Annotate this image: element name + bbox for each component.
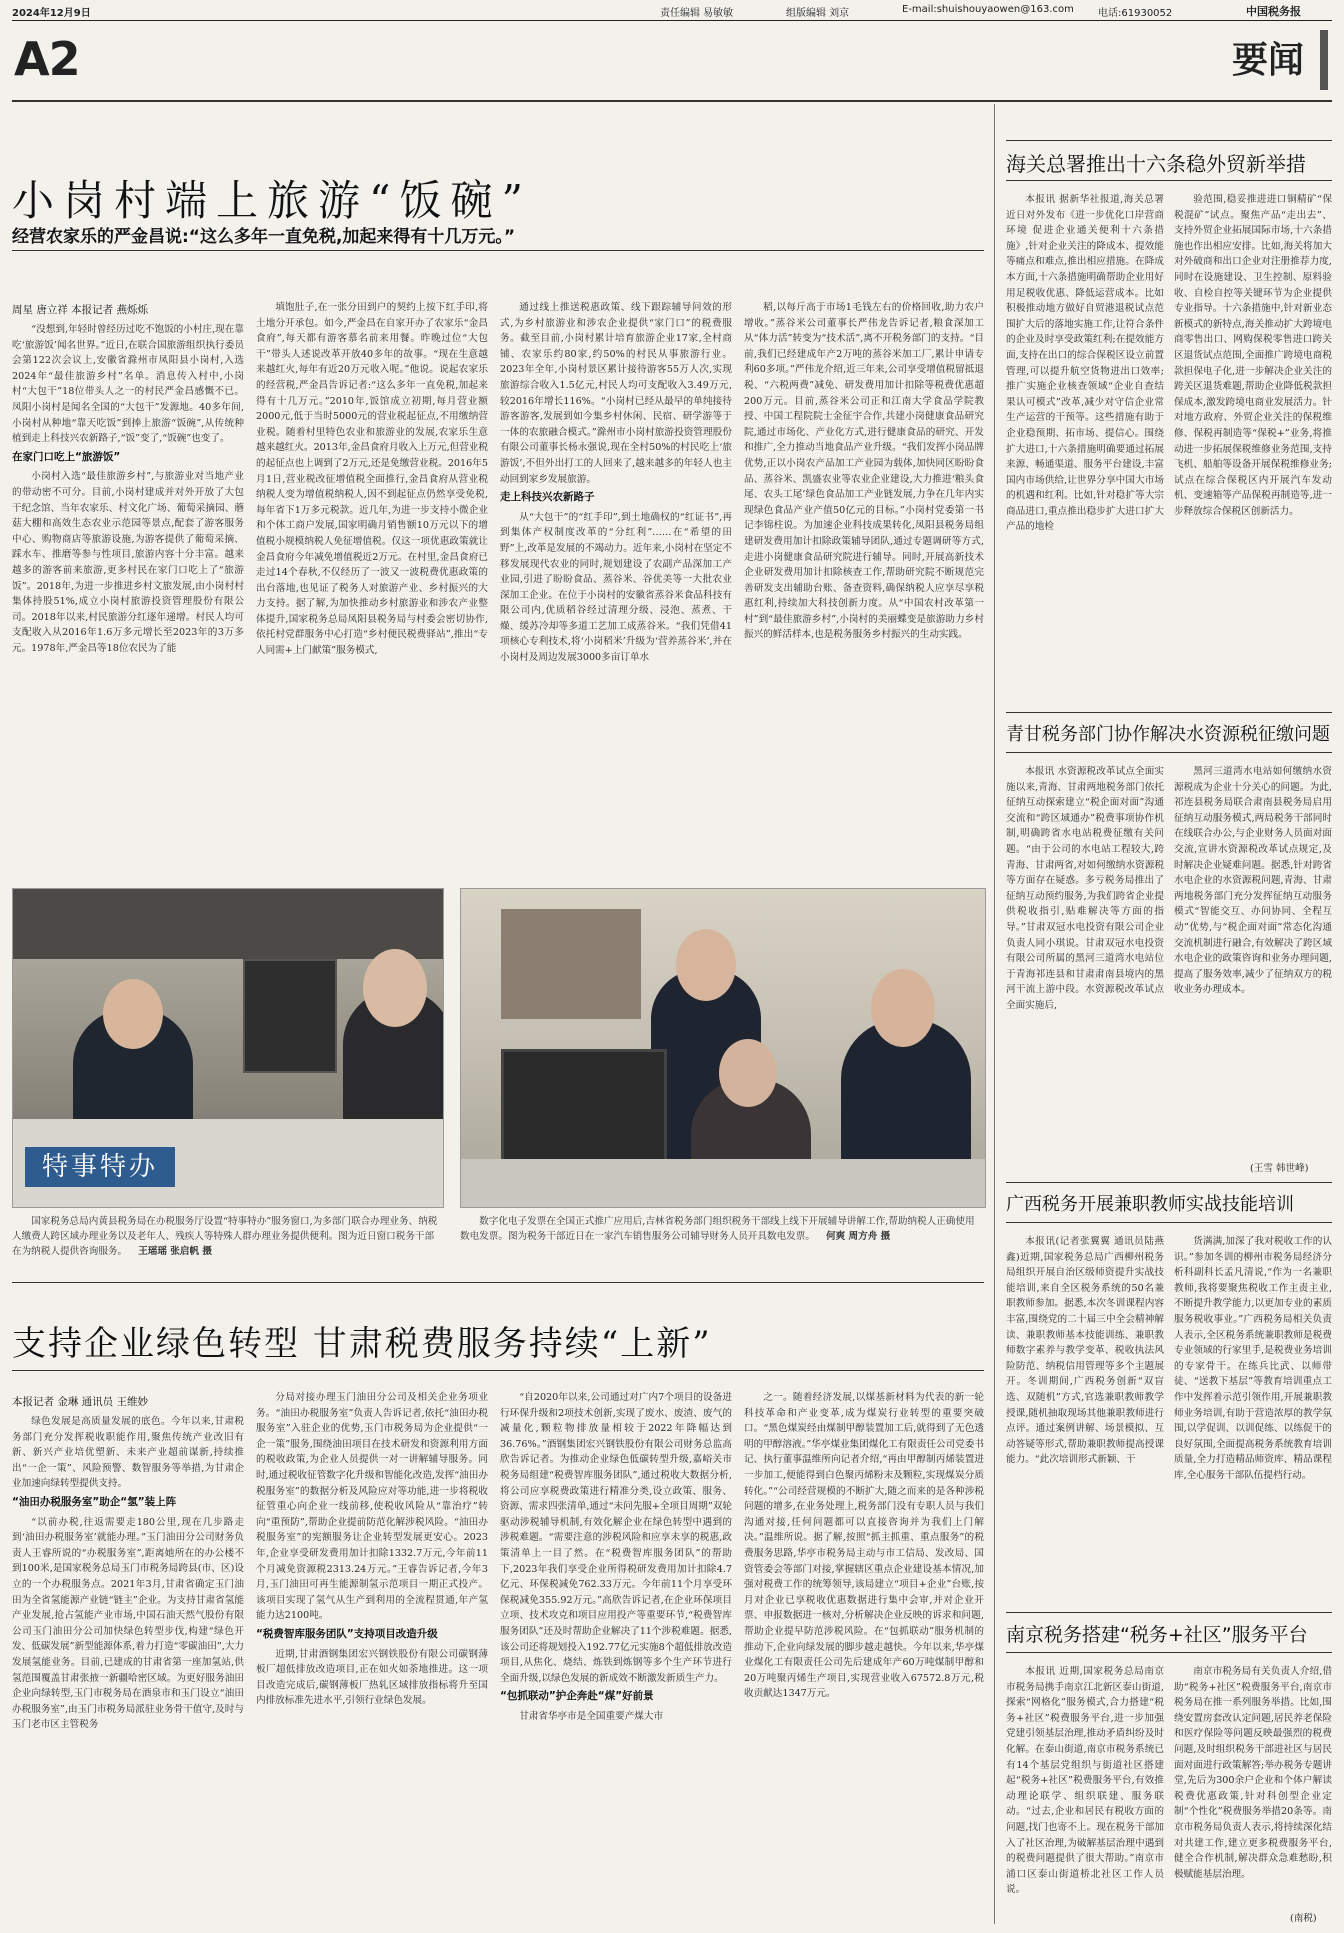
right-article-1-col-1 xyxy=(1006,192,1164,702)
photo-right-officer-1-head xyxy=(676,929,736,1001)
lead-col-1-text-b: 小岗村入选“最佳旅游乡村”,与旅游业对当地产业的带动密不可分。目前,小岗村建成并对外开放了大包干纪念馆、当年农家乐、村文化广场、葡萄采摘园、蘑菇大棚和高效生态农业示范园等景点,配套了游客服务中心、购物商店等旅游设施,为游客提供了葡萄采摘、踩水车、推磨等参与性项目,旅游内容十分丰富。越来越多的游客前来旅游,更多村民在家门口吃上了“旅游饭”。2018年,为进一步推进乡村文旅发展,由小岗村村集体持股51%,成立小岗村旅游投资管理股份有限公司。2018年以来,村民旅游分红逐年递增。村民人均可支配收入从2016年1.6万多元增长至2023年的3万多元。1978年,严金昌等18位农民为了能 xyxy=(12,471,244,654)
right-article-1-right: 验范围,稳妥推进进口铜精矿“保税混矿”试点。聚焦产品“走出去”、支持外贸企业拓展国际市场,十六条措施也作出相应安排。比如,海关将加大对外破商和出口企业对注册推荐力度,同时在设施建设、卫生控制、原料验收、自检自控等关键环节为企业提供专业指导。十六条措施中,针对新业态新模式的新特点,海关推动扩大跨境电商零售出口、网购保税零售进口跨关区退货试点范围,全面推广跨境电商税款担保电子化,进一步解决企业关注的跨关区退货难题,帮助企业降低税款担保成本,激发跨境电商业发展活力。针对地方政府、外贸企业关注的保税维修、保税再制造等“保税+”业务,将推动进一步拓展保税维修业务范围,支持飞机、船舶等设备开展保税维修业务;试点在综合保税区内开展汽车发动机、变速箱等产品保税再制造等,进一步释放综合保税区创新活力。 xyxy=(1174,194,1332,517)
second-col-4-text: 之一。随着经济发展,以煤基新材料为代表的新一轮科技革命和产业变革,成为煤炭行业转型的重要突破口。“黑色煤炭经由煤制甲醇装置加工后,就得到了无色透明的甲醇溶液。”华亭煤业集团煤化工有限责任公司党委书记、执行董事温维所向记者介绍,“再由甲醇制丙烯装置进一步加工,便能得到白色聚丙烯粉末及颗粒,实现煤炭分质转化。”“公司经营规模的不断扩大,随之而来的是各种涉税问题的增多,在业务处理上,税务部门没有专职人员与我们沟通对接,任何问题都可以直接咨询并为我们上门解决。”温维所说。据了解,按照“抓主抓重、重点服务”的税费服务思路,华亭市税务局主动与市工信局、发改局、国资管委会等部门对接,掌握辖区重点企业建设基本情况,加强对税费工作的统筹领导,该局建立“项目+企业”台账,按月对企业已享税收优惠数据进行集中会审,并对企业开票、申报数据进一核对,分析解决企业反映的诉求和问题,帮助企业提早防范涉税风险。在“包抓联动”服务机制的推动下,企业向绿发展的脚步越走越快。今年以来,华亭煤业煤化工有限责任公司先后建成年产60万吨煤制甲醇和20万吨聚丙烯生产项目,实现营业收入67572.8万元,税收贡献达1347万元。 xyxy=(744,1392,984,1700)
right-article-1-title: 海关总署推出十六条稳外贸新举措 xyxy=(1006,152,1306,176)
photo-left-caption xyxy=(12,1214,442,1276)
lead-col-3-subhead: 走上科技兴农新路子 xyxy=(500,491,595,504)
photo-right-caption-text: 数字化电子发票在全国正式推广应用后,吉林省税务部门组织税务干部线上线下开展辅导讲解工作,帮助纳税人正确使用数电发票。图为税务干部近日在一家汽车销售服务公司辅导财务人员开具数电发票。 xyxy=(460,1216,975,1242)
second-rule xyxy=(12,1370,984,1371)
right-article-4-credit: (南税) xyxy=(1290,1913,1317,1924)
header-layout-editor: 组版编辑 刘京 xyxy=(786,8,850,19)
right-article-3-title: 广西税务开展兼职教师实战技能培训 xyxy=(1006,1194,1294,1215)
right-article-3-right: 货满满,加深了我对税收工作的认识。”参加冬训的柳州市税务局经济分析科副科长孟凡清说,“作为一名兼职教师,我将要聚焦税收工作主责主业,不断提升教学能力,以更加专业的素质服务税收事业。”广西税务局相关负责人表示,全区税务系统兼职教师是税费专业领域的行家里手,是税费业务培训的专家骨干。在练兵比武、以师带徒、“送教下基层”等教育培训重点工作中发挥着示范引领作用,开展兼职教师业务培训,有助于营造浓厚的教学氛围,以学促训、以训促练、以练促干的良好氛围,全面提高税务系统教育培训质量,全力打造精品师资库、精品课程库,全心服务干部队伍提档行动。 xyxy=(1174,1236,1332,1481)
photo-right-officer-2-head xyxy=(871,969,935,1047)
photo-right-staff-head xyxy=(719,1039,777,1107)
right-article-2-credit: (王雪 韩世峰) xyxy=(1250,1163,1309,1174)
right-article-1-bottom-rule xyxy=(1006,180,1332,181)
lead-col-1-text: “没想到,年轻时曾经历过吃不饱饭的小村庄,现在靠吃‘旅游饭’闻名世界。”近日,在联合国旅游组织执行委员会第122次会议上,安徽省滁州市凤阳县小岗村,入选2024年“最佳旅游乡村”名单。消息传入村中,小岗村“大包干”18位带头人之一的村民严金昌感慨不已。凤阳小岗村是闻名全国的“大包干”发源地。40多年间,小岗村从种地“靠天吃饭”到捧上旅游“饭碗”,从传统种植到走上科技兴农新路子,“饭”变了,“饭碗”也变了。 xyxy=(12,324,244,445)
second-byline: 本报记者 金琳 通讯员 王维妙 xyxy=(12,1396,149,1408)
second-col-3-text: “自2020年以来,公司通过对广内7个项目的设备进行环保升级和2项技术创新,实现了废水、废渣、废气的减量化,颗粒物排放量相较于2022年降幅达到36.76%。”酒钢集团宏兴钢铁股份有限公司财务总监高欣告诉记者。为推动企业绿色低碳转型升级,嘉峪关市税务局组建“税费智库服务团队”,通过税收大数据分析,将公司应享税费政策进行精准分类,设立政策、服务、资源、需求四张清单,通过“未问先服+全项目周期”双轮驱动涉税辅导机制,有效化解企业在绿色转型中遇到的涉税难题。“需要注意的涉税风险和应享未享的税惠,政策清单上一目了然。在“税费智库服务团队”的帮助下,2023年我们享受企业所得税研发费用加计扣除4.7亿元、环保税减免762.33万元。今年前11个月享受环保税减免355.92万元。”高欣告诉记者,在企业环保项目立项、技术攻克和项目应用投产等重要环节,“税费智库服务团队”还及时帮助企业解决了11个涉税难题。据悉,该公司还将规划投入192.77亿元实施8个超低排放改造项目,从焦化、烧结、炼铁到炼钢等多个生产环节进行全面升级,以绿色发展的新成效不断激发新质生产力。 xyxy=(500,1392,732,1684)
header-rule xyxy=(12,20,1332,21)
photo-left-window-frame xyxy=(13,889,443,959)
right-article-1-top-rule xyxy=(1006,140,1332,141)
second-col-3-text-b: 甘肃省华亭市是全国重要产煤大市 xyxy=(519,1710,664,1722)
second-col-4 xyxy=(744,1390,984,1924)
page-number: A2 xyxy=(14,32,80,86)
second-col-1-text-b: “以前办税,往返需要走180公里,现在几步路走到‘油田办税服务室’就能办理。”玉门油田分公司财务负责人王睿所说的“办税服务室”,距离她所在的办公楼不到100米,是国家税务总局玉门市税务局跨县(市、区)设立的一个办税服务点。2021年3月,甘肃省确定玉门油田为全省氢能源产业链“链主”企业。为支持甘肃省氢能产业发展,抢占氢能产业市场,中国石油天然气股份有限公司玉门油田分公司加快绿色转型步伐,构建“绿色开发、低碳发展”新型能源体系,着力打造“零碳油田”,大力发展氢能业务。目前,已建成的甘肃省第一座加氢站,供氢范围覆盖甘肃张掖一新疆哈密区域。为更好服务油田企业向绿转型,玉门市税务局在酒泉市和玉门设立“油田办税服务室”,由玉门市税务局派驻业务骨干值守,及时与玉门老市区主管税务 xyxy=(12,1516,244,1731)
right-article-2-col-2 xyxy=(1174,764,1332,1156)
right-article-2-left: 本报讯 水资源税改革试点全面实施以来,青海、甘肃两地税务部门依托征纳互动探索建立“税企面对面”沟通交流和“跨区域通办”税费事项协作机制,明确跨省水电站税费征缴有关问题。“由于公司的水电站工程较大,跨青海、甘肃两省,对如何缴纳水资源税等方面存在疑惑。多亏税务局推出了征纳互动预约服务,为我们跨省企业提供税收指引,贴难解决等方面的指导。”甘肃双冠水电投资有限公司企业负责人同小琪说。甘肃双冠水电投资有限公司所属的黑河三道湾水电站位于青海祁连县和甘肃肃南县境内的黑河干流上游中段。水资源税改革试点全面实施后, xyxy=(1006,766,1164,1011)
section-name: 要闻 xyxy=(1232,40,1305,81)
lead-col-2-text: 填饱肚子,在一张分田到户的契约上按下红手印,将土地分开承包。如今,严金昌在自家开办了农家乐“金昌食府”,每天都有游客慕名前来用餐。昨晚过位“大包干”带头人述说改革开放40多年的故事。“现在生意越来越红火,每年有近20万元收入呢。”他说。说起农家乐的经营税,严金昌告诉记者:“这么多年一直免税,加起来得有十几万元。”2010年,饭馆成立初期,每月营业额2000元,低于当时5000元的营业税起征点,不用缴纳营业税。随着村里特色农业和旅游业的发展,农家乐生意越来越红火。2013年,金昌食府月收入上万元,但营业税的起征点也上调到了2万元,还是免缴营业税。2016年5月1日,营业税改征增值税全面推行,金昌食府从营业税纳税人变为增值税纳税人,因不到起征点仍然享受免税,每年省下1万多元税款。近几年,为进一步支持小微企业和个体工商户发展,国家明确月销售额10万元以下的增值税小规模纳税人免征增值税。仅这一项优惠政策就让金昌食府今年减免增值税近2万元。在村里,金昌食府已走过14个春秋,不仅经历了一波又一波税费优惠政策的出台落地,也见证了税务人对旅游产业、乡村振兴的大力支持。据了解,为加快推动乡村旅游业和涉农产业整体提升,国家税务总局凤阳县税务局与村委会密切协作,依托村党群服务中心打造“乡村便民税费驿站”,推出“专人同需+上门献策”服务模式, xyxy=(256,302,488,657)
lead-col-2 xyxy=(256,300,488,862)
mid-rule xyxy=(12,1282,984,1283)
photo-right-credit: 何爽 周方舟 摄 xyxy=(826,1231,891,1242)
second-col-2 xyxy=(256,1390,488,1924)
right-article-1-left: 本报讯 据新华社报道,海关总署近日对外发布《进一步优化口岸营商环境 促进企业通关便利十六条措施》,针对企业关注的降成本、提效能等痛点和难点,推出相应措施。在降成本方面,十六条措施明确帮助企业用好用足税收优惠、降低运营成本。比如积极推动地方做好自贸港退税试点范围扩大后的落地实施工作,让符合条件的企业及时享受政策红利;在提效能方面,支持在出口的综合保税区设立前置管理,可以提升航空货物进出口效率;推广实施企业核查领域“企业自查结果认可模式”改革,减少对守信企业常生产运营的干预等。这些措施有助于企业稳预期、拓市场、提信心。围绕扩大进口,十六条措施明确要通过拓展来源、畅通渠道、服务平台建设,丰富国内市场供给,让世界分享中国大市场的机遇和红利。比如,针对稳扩等大宗商品进口,重点推出稳步扩大进口扩大产品的地检 xyxy=(1006,194,1164,533)
right-article-4-right: 南京市税务局有关负责人介绍,借助“税务+社区”税费服务平台,南京市税务局在推一系列服务举措。比如,围绕安置房套改认定问题,居民养老保险和医疗保险等问题反映最强烈的税费问题,及时组织税务干部进社区与居民面对面进行政策解答;举办税务专题讲堂,先后为300余户企业和个体户解读税费优惠政策,针对科创型企业定制“个性化”税费服务举措20条等。南京市税务局负责人表示,将持续深化结对共建工作,建立更多税费服务平台,健全合作机制,解决群众急难愁盼,积极赋能基层治理。 xyxy=(1174,1666,1332,1880)
right-article-3-bottom-rule xyxy=(1006,1222,1332,1223)
photo-right xyxy=(460,888,986,1208)
page-marker-line xyxy=(12,100,1332,102)
header-phone: 电话:61930052 xyxy=(1098,8,1173,19)
right-article-3-col-2 xyxy=(1174,1234,1332,1604)
second-col-2-text-b: 近期,甘肃酒钢集团宏兴钢铁股份有限公司碳钢薄板厂超低排放改造项目,正在如火如荼地推进。这一项目改造完成后,碳钢薄板厂热轧区域排放指标将升至国内排放标准先进水平,引领行业绿色发展。 xyxy=(256,1648,488,1707)
lead-col-4 xyxy=(744,300,984,862)
second-col-1-subhead: “油田办税服务室”助企“氢”装上阵 xyxy=(12,1495,177,1508)
photo-left-monitor xyxy=(243,959,337,1073)
photo-left-visitor-head xyxy=(363,949,427,1027)
second-col-2-text: 分局对接办理玉门油田分公司及相关企业务项业务。“油田办税服务室”负责人告诉记者,依托“油田办税服务室”入驻企业的优势,玉门市税务局为企业提供“一企一策”服务,围绕油田项目在技术研发和资源利用方面的税收政策,为企业人员提供一对一讲解辅导服务。同时,通过税收征管数字化升级和智能化改造,发挥“油田办税服务室”的数据分析及风险应对等功能,进一步将税收征管重心向企业一线前移,使税收风险从“靠治疗”转向“重预防”,帮助企业提前防范化解涉税风险。“油田办税服务室”的宪额服务让企业转型发展更安心。2023年,企业享受研发费用加计扣除1332.7万元,今年前11个月减免资源税2313.24万元。”王睿告诉记者,今年3月,玉门油田可再生能源制氢示范项目一期正式投产。该项目实现了氢气从生产到利用的全流程贯通,年产氢能力达2100吨。 xyxy=(256,1392,488,1622)
lead-col-3-text: 通过线上推送税惠政策、线下跟踪辅导问效的形式,为乡村旅游业和涉农企业提供“家门口”的税费服务。截至目前,小岗村累计培育旅游企业17家,全村商铺、农家乐约80家,约50%的村民从事旅游行业。2023年全年,小岗村景区累计接待游客55万人次,实现旅游综合收入1.5亿元,村民人均可支配收入3.49万元,较2016年增长116%。“小岗村已经从最早的单纯接待游客游客,发展到如今集乡村休闲、民宿、研学游等于一体的农旅融合模式。”滁州市小岗村旅游投资管理股份有限公司董事长杨永强说,现在全村50%的村民吃上‘旅游饭’,不但外出打工的人回来了,越来越多的年轻人也主动回到家乡发展旅游。 xyxy=(500,302,732,485)
photo-right-caption xyxy=(460,1214,984,1276)
photo-left-sign: 特事特办 xyxy=(25,1147,175,1187)
right-article-4-bottom-rule xyxy=(1006,1652,1332,1653)
right-column-divider xyxy=(994,104,995,1924)
right-article-3-left: 本报讯(记者张翼翼 通讯员陆燕鑫)近期,国家税务总局广西柳州税务局组织开展自治区级师资提升实战技能培训,来自全区税务系统的50名兼职教师参加。据悉,本次冬训课程内容丰富,围绕党的二十届三中全会精神解读、兼职教师基本技能训练、兼职教师数字素养与教学变革、税收执法风险防范、纳税信用管理等多个主题展开。冬训期间,广西税务创新“双盲选、双随机”方式,官选兼职教师教学授课,随机抽取现场其他兼职教师进行点评。通过案例讲解、场景模拟、互动答疑等形式,帮助兼职教师提高授课能力。“此次培训形式新颖、干 xyxy=(1006,1236,1164,1466)
lead-col-3 xyxy=(500,300,732,862)
right-article-2-col-1 xyxy=(1006,764,1164,1174)
second-col-1 xyxy=(12,1414,244,1924)
lead-col-4-text: 稻,以每斤高于市场1毛钱左右的价格回收,助力农户增收。”蒸谷米公司董事长严伟龙告诉记者,粮食深加工从“体力活”转变为“技术活”,离不开税务部门的支持。“目前,我们已经建成年产2万吨的蒸谷米加工厂,累计申请专利60多项。”严伟龙介绍,近三年来,公司享受增值税留抵退税、“六税两费”减免、研发费用加计扣除等税费优惠超200万元。目前,蒸谷米公司正和江南大学食品学院教授、中国工程院院士金征宇合作,共建小岗健康食品研究院,通过市场化、产业化方式,进行健康食品的研究、开发和推广,全力推动当地食品产业升级。“我们发挥小岗品牌优势,正以小岗农产品加工产业园为载体,加快同区盼盼食品、蒸谷米、凯盛农业等农业企业建设,大力推进‘粮头食尾、农头工尾’绿色食品加工产业链发展,力争在几年内实现绿色食品产业产值50亿元的目标。”小岗村党委第一书记李锦柱说。为加速企业科技成果转化,凤阳县税务局组建研发费用加计扣除政策辅导团队,通过专题调研等方式,走进小岗健康食品研究院进行辅导。同时,开展高新技术企业研发费用加计扣除核查工作,帮助研究院不断规范完善研发支出辅助台账、备查资料,确保纳税人应享尽享税惠红利,持续加大科技创新力度。从“中国农村改革第一村”到“最佳旅游乡村”,小岗村的美丽蝶变是旅游助力乡村振兴的鲜活样本,也是税务服务乡村振兴的生动实践。 xyxy=(744,302,984,641)
photo-right-monitor xyxy=(501,1049,667,1165)
lead-rule xyxy=(12,250,984,251)
lead-col-3-text-b: 从“大包干”的“红手印”,到土地确权的“红证书”,再到集体产权制度改革的“分红利”……在“希望的田野”上,改革是发展的不竭动力。近年来,小岗村在坚定不移发展现代农业的同时,规划建设了农副产品深加工产业园,引进了盼盼食品、蒸谷米、谷优美等一大批农业深加工企业。在位于小岗村的安徽省蒸谷米食品科技有限公司内,优质稻谷经过清理分级、浸泡、蒸煮、干燥、缓苏冷却等多道工艺加工成蒸谷米。“我们凭借41项核心专利技术,将‘小岗稻米’升级为‘营养蒸谷米’,并在小岗村及周边发展3000多亩订单水 xyxy=(500,511,732,664)
section-bar xyxy=(1320,30,1328,90)
header-email: E-mail:shuishouyaowen@163.com xyxy=(902,4,1074,15)
photo-right-shelf xyxy=(501,909,641,1019)
photo-left xyxy=(12,888,444,1208)
lead-byline: 周星 唐立祥 本报记者 燕烁烁 xyxy=(12,304,149,316)
right-article-2-right: 黑河三道湾水电站如何缴纳水资源税成为企业十分关心的问题。为此,祁连县税务局联合肃南县税务局启用征纳互动服务模式,两局税务干部同时在线联合办公,与企业财务人员面对面交流,宣讲水资源税改革试点规定,及时解决企业疑难问题。据悉,针对跨省水电企业的水资源税问题,青海、甘肃两地税务部门充分发挥征纳互动服务模式“智能交互、办问协同、全程互动”优势,与“税企面对面”常态化沟通交流机制进行融合,有效解决了跨区域水电企业的政策咨询和业务办理问题,提高了服务效率,减少了征纳双方的税收业务办理成本。 xyxy=(1174,766,1332,996)
second-col-2-subhead: “税费智库服务团队”支持项目改造升级 xyxy=(256,1627,438,1640)
photo-right-desk xyxy=(461,1159,985,1207)
header-paper-name: 中国税务报 xyxy=(1246,5,1301,18)
right-article-2-title: 青甘税务部门协作解决水资源税征缴问题 xyxy=(1006,724,1330,745)
second-col-3-subhead: “包抓联动”护企奔赴“煤”好前景 xyxy=(500,1690,654,1703)
right-article-2-top-rule xyxy=(1006,712,1332,713)
right-article-4-top-rule xyxy=(1006,1612,1332,1613)
header-editor: 责任编辑 易敏敏 xyxy=(660,8,734,19)
right-article-4-title: 南京税务搭建“税务+社区”服务平台 xyxy=(1006,1624,1308,1646)
right-article-1-col-2 xyxy=(1174,192,1332,702)
second-title: 支持企业绿色转型 甘肃税费服务持续“上新” xyxy=(12,1324,712,1364)
right-article-4-left: 本报讯 近期,国家税务总局南京市税务局携手南京江北新区泰山街道,探索“网格化”服务模式,合力搭建“税务+社区”税费服务平台,进一步加强党建引领基层治理,推动矛盾纠纷及时化解。在泰山街道,南京市税务系统已有14个基层党组织与街道社区搭建起“税务+社区”税费服务平台,有效推动理论联学、组织联建、服务联动。“过去,企业和居民有税收方面的问题,找门也寄不上。现在税务干部加入了社区治理,为破解基层治理中遇到的税费问题提供了很大帮助。”南京市浦口区泰山街道桥北社区工作人员说。 xyxy=(1006,1666,1164,1896)
right-article-3-top-rule xyxy=(1006,1182,1332,1183)
second-col-1-text: 绿色发展是高质量发展的底色。今年以来,甘肃税务部门充分发挥税收职能作用,聚焦传统产业改旧有新、新兴产业培优塑新、未来产业超前谋新,持续推出“一企一策”、风险预警、数智服务等举措,为甘肃企业加速向绿转型提供支持。 xyxy=(12,1416,244,1490)
right-article-4-col-2 xyxy=(1174,1664,1332,1908)
right-article-3-col-1 xyxy=(1006,1234,1164,1604)
right-article-4-col-1 xyxy=(1006,1664,1164,1924)
lead-title: 小岗村端上旅游“饭碗” xyxy=(12,176,532,225)
photo-left-officer-head xyxy=(103,979,163,1049)
second-col-3 xyxy=(500,1390,732,1924)
lead-subtitle: 经营农家乐的严金昌说:“这么多年一直免税,加起来得有十几万元。” xyxy=(12,227,516,247)
header-date: 2024年12月9日 xyxy=(12,8,91,19)
right-article-2-bottom-rule xyxy=(1006,752,1332,753)
lead-col-1-subhead: 在家门口吃上“旅游饭” xyxy=(12,450,121,463)
lead-col-1 xyxy=(12,322,244,862)
photo-left-credit: 王瑶瑶 张启帆 摄 xyxy=(138,1246,213,1257)
photo-left-caption-text: 国家税务总局内黄县税务局在办税服务厅设置“特事特办”服务窗口,为多部门联合办理业务、纳税人缴费人跨区域办理业务以及老年人、残疾人等特殊人群办理业务提供便利。图为近日窗口税务干部在为纳税人提供咨询服务。 xyxy=(12,1216,438,1257)
